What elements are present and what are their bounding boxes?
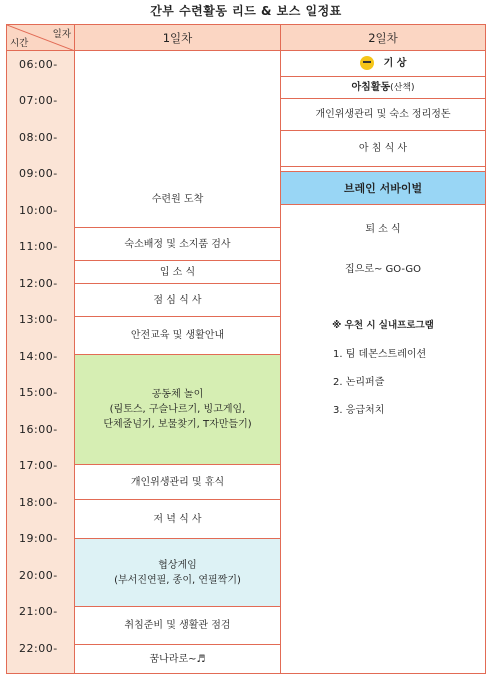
time-label: 13:00- <box>19 313 58 326</box>
time-column <box>7 51 75 673</box>
header-day1: 1일차 <box>75 25 281 51</box>
day1-column <box>75 51 281 673</box>
day2-brain-survival <box>281 171 485 205</box>
cell-text: 취침준비 및 생활관 점검 <box>124 620 231 631</box>
time-label: 09:00- <box>19 167 58 180</box>
day1-sleep <box>75 645 280 673</box>
cell-text: 수련원 도착 <box>151 193 204 205</box>
day1-safety-education <box>75 317 280 355</box>
time-label: 15:00- <box>19 386 58 399</box>
time-label: 19:00- <box>19 532 58 545</box>
cell-text: 개인위생관리 및 휴식 <box>130 476 225 488</box>
header-corner <box>7 25 75 51</box>
schedule-table <box>6 24 486 674</box>
day2-column <box>281 51 485 673</box>
cell-text: 안전교육 및 생활안내 <box>130 330 225 341</box>
time-label: 21:00- <box>19 605 58 618</box>
cell-subtext: (산책) <box>390 82 415 93</box>
time-label: 08:00- <box>19 131 58 144</box>
day2-go-home: 집으로~ GO-GO <box>344 264 422 275</box>
time-label: 22:00- <box>19 642 58 655</box>
wakeup-row <box>360 56 407 71</box>
morning-activity-row <box>351 80 414 96</box>
rain-program-item: 2. 논리퍼즐 <box>333 377 385 388</box>
day1-community-games <box>75 355 280 465</box>
day1-opening-ceremony <box>75 261 280 284</box>
cell-subtext: (부서진연필, 종이, 연필짝기) <box>114 574 241 586</box>
rain-program-item: 3. 응급처치 <box>333 405 385 416</box>
cell-text: 숙소배정 및 소지품 검사 <box>124 238 231 250</box>
day2-cleanup <box>281 99 485 131</box>
time-label: 07:00- <box>19 94 58 107</box>
time-label: 16:00- <box>19 423 58 436</box>
cell-text: 아침활동 <box>351 81 391 93</box>
cell-subtext: (림토스, 구슬나르기, 빙고게임, <box>109 404 246 415</box>
cell-text: 입 소 식 <box>159 266 196 278</box>
cell-subtext: 단체줄넘기, 보물찾기, T자만들기) <box>103 419 252 430</box>
time-label: 11:00- <box>19 240 58 253</box>
cell-text: 점 심 식 사 <box>153 294 202 306</box>
time-label: 20:00- <box>19 569 58 582</box>
time-label: 10:00- <box>19 204 58 217</box>
cell-text: 공동체 놀이 <box>151 389 204 400</box>
day1-arrival <box>75 51 280 228</box>
time-label: 18:00- <box>19 496 58 509</box>
header-day2: 2일차 <box>281 25 485 51</box>
cell-text: 브레인 서바이벌 <box>343 181 423 195</box>
rain-program-item: 1. 팀 데몬스트레이션 <box>333 349 427 360</box>
day2-closing-ceremony: 퇴 소 식 <box>365 224 401 235</box>
corner-label-time: 시간 <box>10 38 29 49</box>
cell-text: 기 상 <box>383 58 407 69</box>
day2-morning-activity <box>281 77 485 99</box>
day1-negotiation-game <box>75 539 280 607</box>
day1-room-assignment <box>75 228 280 261</box>
day2-breakfast <box>281 131 485 167</box>
time-label: 17:00- <box>19 459 58 472</box>
sun-face-icon <box>360 56 374 70</box>
day2-wakeup <box>281 51 485 77</box>
cell-text: 꿈나라로~♬ <box>149 653 206 665</box>
day1-dinner <box>75 500 280 539</box>
cell-text: 저 녁 식 사 <box>153 513 202 525</box>
day2-rain-program-title: ※ 우천 시 실내프로그램 <box>332 320 434 331</box>
cell-text: 개인위생관리 및 숙소 정리정돈 <box>315 109 451 120</box>
cell-text: 아 침 식 사 <box>358 143 408 154</box>
time-label: 14:00- <box>19 350 58 363</box>
page-title: 간부 수련활동 리드 & 보스 일정표 <box>150 4 342 18</box>
time-label: 06:00- <box>19 58 58 71</box>
time-label: 12:00- <box>19 277 58 290</box>
day1-hygiene-rest <box>75 465 280 500</box>
corner-label-date: 일자 <box>52 29 71 40</box>
cell-text: 협상게임 <box>158 559 197 571</box>
day1-lunch <box>75 284 280 317</box>
day1-bedtime-check <box>75 607 280 645</box>
